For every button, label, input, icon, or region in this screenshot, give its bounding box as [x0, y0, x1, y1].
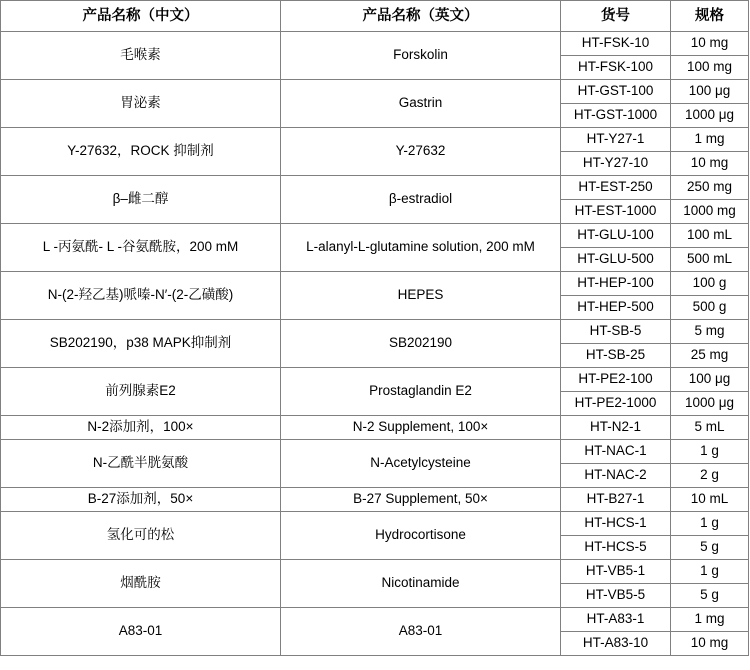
- cell-specification: 5 mg: [671, 320, 749, 344]
- cell-specification: 500 mL: [671, 248, 749, 272]
- column-header-catalog: 货号: [561, 1, 671, 32]
- cell-specification: 1 mg: [671, 608, 749, 632]
- cell-catalog-number: HT-SB-5: [561, 320, 671, 344]
- cell-specification: 100 mg: [671, 56, 749, 80]
- cell-catalog-number: HT-Y27-1: [561, 128, 671, 152]
- cell-specification: 10 mg: [671, 632, 749, 656]
- cell-product-name-en: N-2 Supplement, 100×: [281, 416, 561, 440]
- table-row: [1, 176, 749, 200]
- cell-specification: 1000 mg: [671, 200, 749, 224]
- cell-catalog-number: HT-GLU-500: [561, 248, 671, 272]
- table-row: [1, 32, 749, 56]
- cell-specification: 100 mL: [671, 224, 749, 248]
- cell-product-name-cn: 毛喉素: [1, 32, 281, 80]
- cell-product-name-cn: 胃泌素: [1, 80, 281, 128]
- cell-product-name-en: L-alanyl-L-glutamine solution, 200 mM: [281, 224, 561, 272]
- cell-product-name-cn: Y-27632，ROCK 抑制剂: [1, 128, 281, 176]
- cell-specification: 500 g: [671, 296, 749, 320]
- cell-catalog-number: HT-GST-1000: [561, 104, 671, 128]
- cell-specification: 1 g: [671, 512, 749, 536]
- cell-catalog-number: HT-A83-1: [561, 608, 671, 632]
- cell-specification: 5 g: [671, 584, 749, 608]
- cell-catalog-number: HT-N2-1: [561, 416, 671, 440]
- cell-product-name-cn: 前列腺素E2: [1, 368, 281, 416]
- cell-specification: 10 mL: [671, 488, 749, 512]
- cell-product-name-cn: β–雌二醇: [1, 176, 281, 224]
- cell-specification: 100 μg: [671, 368, 749, 392]
- cell-specification: 1 g: [671, 440, 749, 464]
- cell-catalog-number: HT-HEP-100: [561, 272, 671, 296]
- cell-catalog-number: HT-B27-1: [561, 488, 671, 512]
- table-row: [1, 608, 749, 632]
- table-row: [1, 224, 749, 248]
- table-row: [1, 512, 749, 536]
- cell-product-name-cn: B-27添加剂，50×: [1, 488, 281, 512]
- cell-catalog-number: HT-NAC-1: [561, 440, 671, 464]
- table-row: [1, 320, 749, 344]
- header-row: [1, 1, 749, 32]
- cell-catalog-number: HT-FSK-100: [561, 56, 671, 80]
- column-header-name-cn: 产品名称（中文）: [1, 1, 281, 32]
- cell-product-name-cn: A83-01: [1, 608, 281, 656]
- cell-catalog-number: HT-HCS-5: [561, 536, 671, 560]
- cell-product-name-cn: L -丙氨酰- L -谷氨酰胺，200 mM: [1, 224, 281, 272]
- cell-catalog-number: HT-Y27-10: [561, 152, 671, 176]
- cell-specification: 1000 μg: [671, 392, 749, 416]
- table-row: [1, 560, 749, 584]
- table-row: [1, 416, 749, 440]
- column-header-spec: 规格: [671, 1, 749, 32]
- cell-product-name-cn: N-乙酰半胱氨酸: [1, 440, 281, 488]
- cell-catalog-number: HT-FSK-10: [561, 32, 671, 56]
- cell-product-name-en: B-27 Supplement, 50×: [281, 488, 561, 512]
- cell-specification: 10 mg: [671, 152, 749, 176]
- cell-product-name-en: Forskolin: [281, 32, 561, 80]
- cell-product-name-en: HEPES: [281, 272, 561, 320]
- cell-product-name-en: β-estradiol: [281, 176, 561, 224]
- cell-product-name-cn: N-2添加剂，100×: [1, 416, 281, 440]
- cell-specification: 1 mg: [671, 128, 749, 152]
- table-row: [1, 272, 749, 296]
- cell-catalog-number: HT-PE2-1000: [561, 392, 671, 416]
- table-header: [1, 1, 749, 32]
- cell-product-name-en: N-Acetylcysteine: [281, 440, 561, 488]
- cell-specification: 5 mL: [671, 416, 749, 440]
- cell-specification: 25 mg: [671, 344, 749, 368]
- cell-product-name-cn: N-(2-羟乙基)哌嗪-N′-(2-乙磺酸): [1, 272, 281, 320]
- cell-catalog-number: HT-EST-1000: [561, 200, 671, 224]
- table-body: [1, 32, 749, 656]
- table-row: [1, 128, 749, 152]
- cell-specification: 100 μg: [671, 80, 749, 104]
- cell-product-name-en: Gastrin: [281, 80, 561, 128]
- cell-product-name-en: Y-27632: [281, 128, 561, 176]
- table-row: [1, 368, 749, 392]
- cell-catalog-number: HT-HCS-1: [561, 512, 671, 536]
- column-header-name-en: 产品名称（英文）: [281, 1, 561, 32]
- cell-catalog-number: HT-GLU-100: [561, 224, 671, 248]
- table-row: [1, 80, 749, 104]
- cell-catalog-number: HT-NAC-2: [561, 464, 671, 488]
- cell-specification: 1000 μg: [671, 104, 749, 128]
- cell-specification: 250 mg: [671, 176, 749, 200]
- cell-catalog-number: HT-A83-10: [561, 632, 671, 656]
- cell-specification: 2 g: [671, 464, 749, 488]
- cell-specification: 1 g: [671, 560, 749, 584]
- cell-product-name-en: Prostaglandin E2: [281, 368, 561, 416]
- cell-product-name-cn: 氢化可的松: [1, 512, 281, 560]
- cell-catalog-number: HT-VB5-1: [561, 560, 671, 584]
- cell-specification: 10 mg: [671, 32, 749, 56]
- cell-catalog-number: HT-PE2-100: [561, 368, 671, 392]
- cell-product-name-en: Hydrocortisone: [281, 512, 561, 560]
- cell-specification: 5 g: [671, 536, 749, 560]
- cell-catalog-number: HT-GST-100: [561, 80, 671, 104]
- table-row: [1, 440, 749, 464]
- cell-product-name-en: SB202190: [281, 320, 561, 368]
- cell-catalog-number: HT-HEP-500: [561, 296, 671, 320]
- table-row: [1, 488, 749, 512]
- cell-catalog-number: HT-SB-25: [561, 344, 671, 368]
- cell-catalog-number: HT-EST-250: [561, 176, 671, 200]
- cell-product-name-en: Nicotinamide: [281, 560, 561, 608]
- cell-product-name-cn: 烟酰胺: [1, 560, 281, 608]
- cell-product-name-en: A83-01: [281, 608, 561, 656]
- cell-product-name-cn: SB202190，p38 MAPK抑制剂: [1, 320, 281, 368]
- cell-specification: 100 g: [671, 272, 749, 296]
- cell-catalog-number: HT-VB5-5: [561, 584, 671, 608]
